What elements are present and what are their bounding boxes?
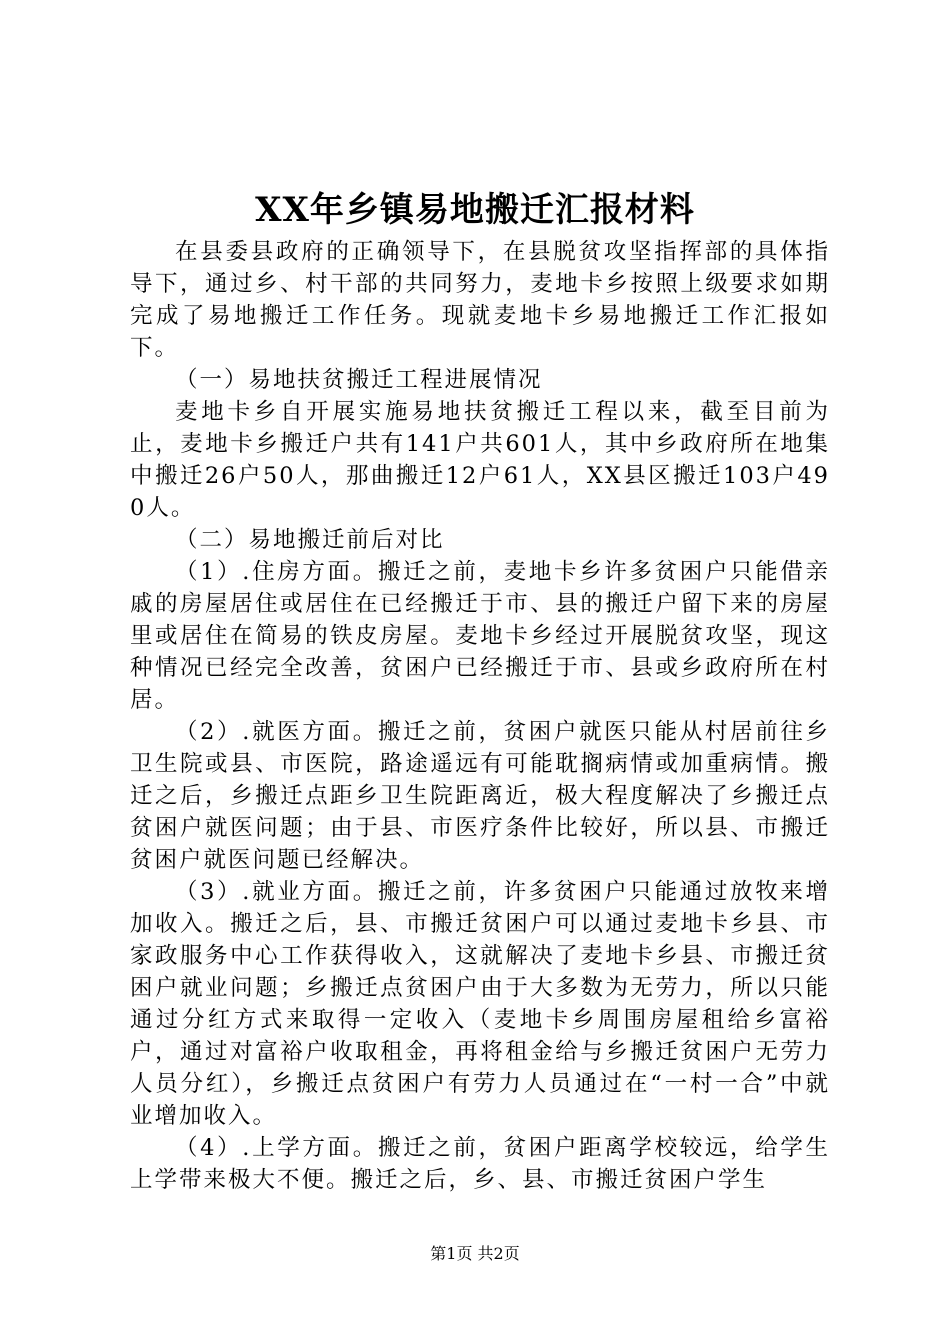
document-body [130, 236, 830, 1196]
section-heading-comparison: （二）易地搬迁前后对比 [175, 527, 445, 553]
paragraph-intro: 在县委县政府的正确领导下，在县脱贫攻坚指挥部的具体指导下，通过乡、村干部的共同努力，麦地卡乡按照上级要求如期完成了易地搬迁工作任务。现就麦地卡乡易地搬迁工作汇报如下。 [130, 239, 830, 361]
paragraph-progress: 麦地卡乡自开展实施易地扶贫搬迁工程以来，截至目前为止，麦地卡乡搬迁户共有141户共601人，其中乡政府所在地集中搬迁26户50人，那曲搬迁12户61人，XX县区搬迁103户490人。 [130, 399, 830, 521]
page-footer: 第1页 共2页 [430, 1244, 520, 1263]
paragraph-medical: （2）.就医方面。搬迁之前，贫困户就医只能从村居前往乡卫生院或县、市医院，路途遥远有可能耽搁病情或加重病情。搬迁之后，乡搬迁点距乡卫生院距离近，极大程度解决了乡搬迁点贫困户就医问题；由于县、市医疗条件比较好，所以县、市搬迁贫困户就医问题已经解决。 [130, 719, 830, 873]
section-heading-progress: （一）易地扶贫搬迁工程进展情况 [175, 367, 543, 393]
document-title: XX年乡镇易地搬迁汇报材料 [255, 190, 695, 230]
paragraph-employment: （3）.就业方面。搬迁之前，许多贫困户只能通过放牧来增加收入。搬迁之后，县、市搬迁贫困户可以通过麦地卡乡县、市家政服务中心工作获得收入，这就解决了麦地卡乡县、市搬迁贫困户就业问题；乡搬迁点贫困户由于大多数为无劳力，所以只能通过分红方式来取得一定收入（麦地卡乡周围房屋租给乡富裕户，通过对富裕户收取租金，再将租金给与乡搬迁贫困户无劳力人员分红），乡搬迁点贫困户有劳力人员通过在“一村一合”中就业增加收入。 [130, 879, 830, 1129]
paragraph-schooling: （4）.上学方面。搬迁之前，贫困户距离学校较远，给学生上学带来极大不便。搬迁之后，乡、县、市搬迁贫困户学生 [130, 1135, 830, 1193]
paragraph-housing: （1）.住房方面。搬迁之前，麦地卡乡许多贫困户只能借亲戚的房屋居住或居住在已经搬迁于市、县的搬迁户留下来的房屋里或居住在简易的铁皮房屋。麦地卡乡经过开展脱贫攻坚，现这种情况已经完全改善，贫困户已经搬迁于市、县或乡政府所在村居。 [130, 559, 830, 713]
